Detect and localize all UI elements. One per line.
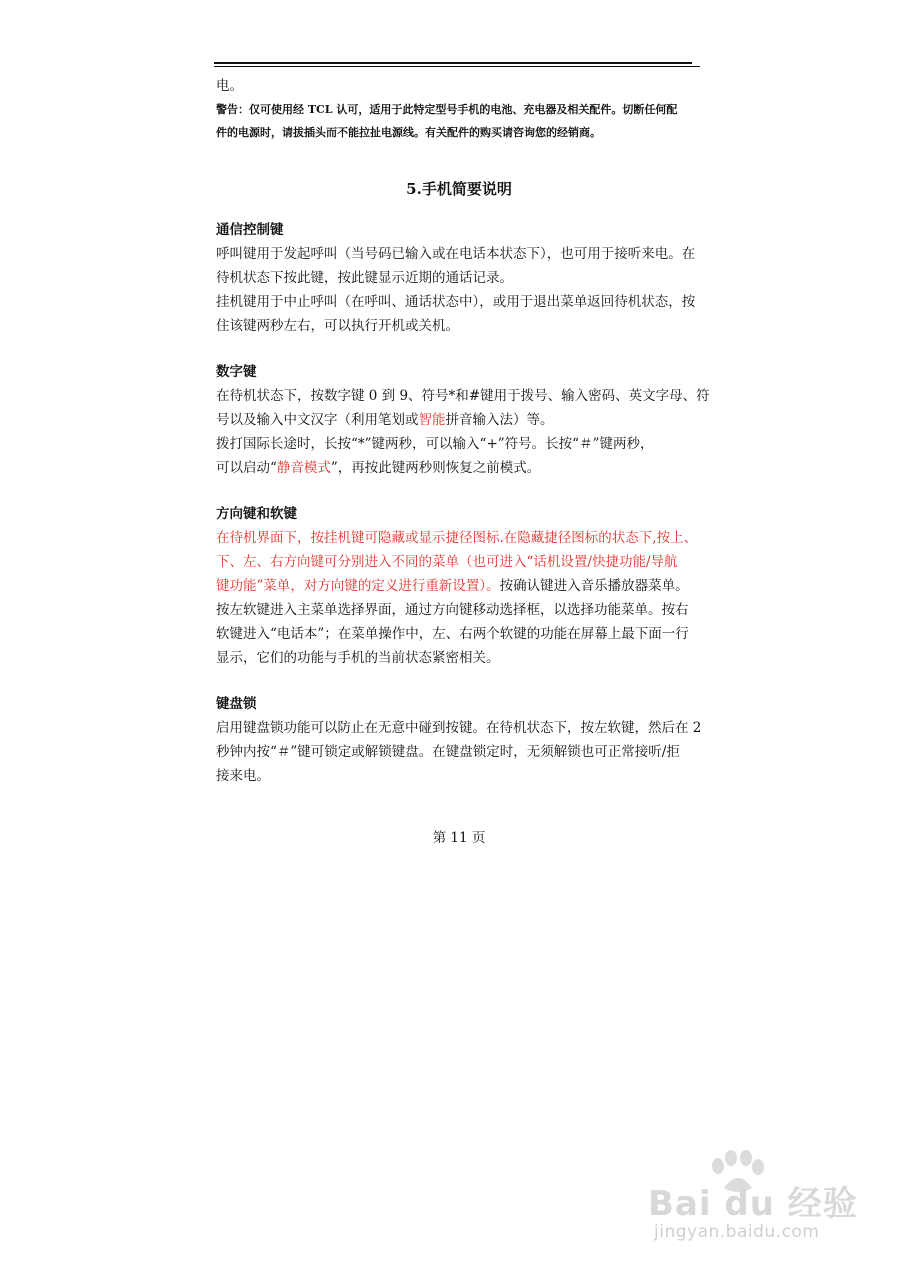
digit-line-2 [216,408,702,432]
comm-keys-section [216,218,702,338]
comm-line-4: 住该键两秒左右，可以执行开机或关机。 [216,318,459,334]
digit-keys-heading: 数字键 [216,364,257,380]
digit-keys-section [216,360,710,480]
digit-line-2-b: 拼音输入法）等。 [445,412,554,428]
comm-line-3: 挂机键用于中止呼叫（在呼叫、通话状态中），或用于退出菜单返回待机状态，按 [216,294,696,310]
digit-line-2-highlight: 智能 [418,412,446,428]
nav-line-3 [216,574,702,598]
header-rule-thin [214,66,700,67]
digit-line-4-highlight: 静音模式 [276,460,331,476]
keylock-line-3: 接来电。 [216,768,270,784]
keylock-heading: 键盘锁 [216,696,257,712]
spacer [216,670,702,692]
nav-red-line-2: 下、左、右方向键可分别进入不同的菜单（也可进入“话机设置/快捷功能/导航 [216,554,678,570]
comm-line-1: 呼叫键用于发起呼叫（当号码已输入或在电话本状态下），也可用于接听来电。在 [216,246,696,262]
digit-line-3: 拨打国际长途时，长按“*”键两秒，可以输入“+”符号。长按“＃”键两秒， [216,436,654,452]
digit-line-1: 在待机状态下，按数字键 0 到 9、符号*和#键用于拨号、输入密码、英文字母、符 [216,388,710,404]
nav-keys-section [216,502,702,670]
nav-red-line-1: 在待机界面下，按挂机键可隐藏或显示捷径图标.在隐藏捷径图标的状态下,按上、 [216,530,698,546]
nav-line-4: 按左软键进入主菜单选择界面，通过方向键移动选择框，以选择功能菜单。按右 [216,602,689,618]
keylock-line-2: 秒钟内按“＃”键可锁定或解锁键盘。在键盘锁定时，无须解锁也可正常接听/拒 [216,744,680,760]
warning-line-1: 警告：仅可使用经 TCL 认可，适用于此特定型号手机的电池、充电器及相关配件。切断任何配 [216,103,678,116]
section-title: 5.手机简要说明 [406,180,512,198]
header-rule-thick [214,62,692,64]
digit-line-4 [216,456,702,480]
digit-line-4-a: 可以启动“ [216,460,277,476]
keylock-line-1: 启用键盘锁功能可以防止在无意中碰到按键。在待机状态下，按左软键，然后在 2 [216,720,702,736]
intro-continuation: 电。 [216,78,243,94]
nav-line-5: 软键进入“电话本”；在菜单操作中，左、右两个软键的功能在屏幕上最下面一行 [216,626,689,642]
page-body [216,74,710,788]
digit-line-2-a: 号以及输入中文汉字（利用笔划或 [216,412,419,428]
nav-keys-heading: 方向键和软键 [216,506,297,522]
watermark-brand: Bai du 经验 [648,1184,858,1224]
baidu-watermark [636,1150,876,1250]
comm-line-2: 待机状态下按此键，按此键显示近期的通话记录。 [216,270,513,286]
spacer [216,480,702,502]
nav-line-6: 显示，它们的功能与手机的当前状态紧密相关。 [216,650,500,666]
comm-keys-heading: 通信控制键 [216,222,284,238]
warning-line-2: 件的电源时，请拔插头而不能拉扯电源线。有关配件的购买请咨询您的经销商。 [216,126,601,139]
spacer [216,338,702,360]
warning-paragraph [216,98,702,144]
digit-line-4-b: ”，再按此键两秒则恢复之前模式。 [330,460,541,476]
nav-line-3-highlight: 键功能”菜单，对方向键的定义进行重新设置）。 [216,578,500,594]
watermark-url: jingyan.baidu.com [654,1222,820,1242]
page-number: 第 11 页 [432,830,486,846]
nav-line-3-b: 按确认键进入音乐播放器菜单。 [499,578,689,594]
keylock-section [216,692,702,788]
